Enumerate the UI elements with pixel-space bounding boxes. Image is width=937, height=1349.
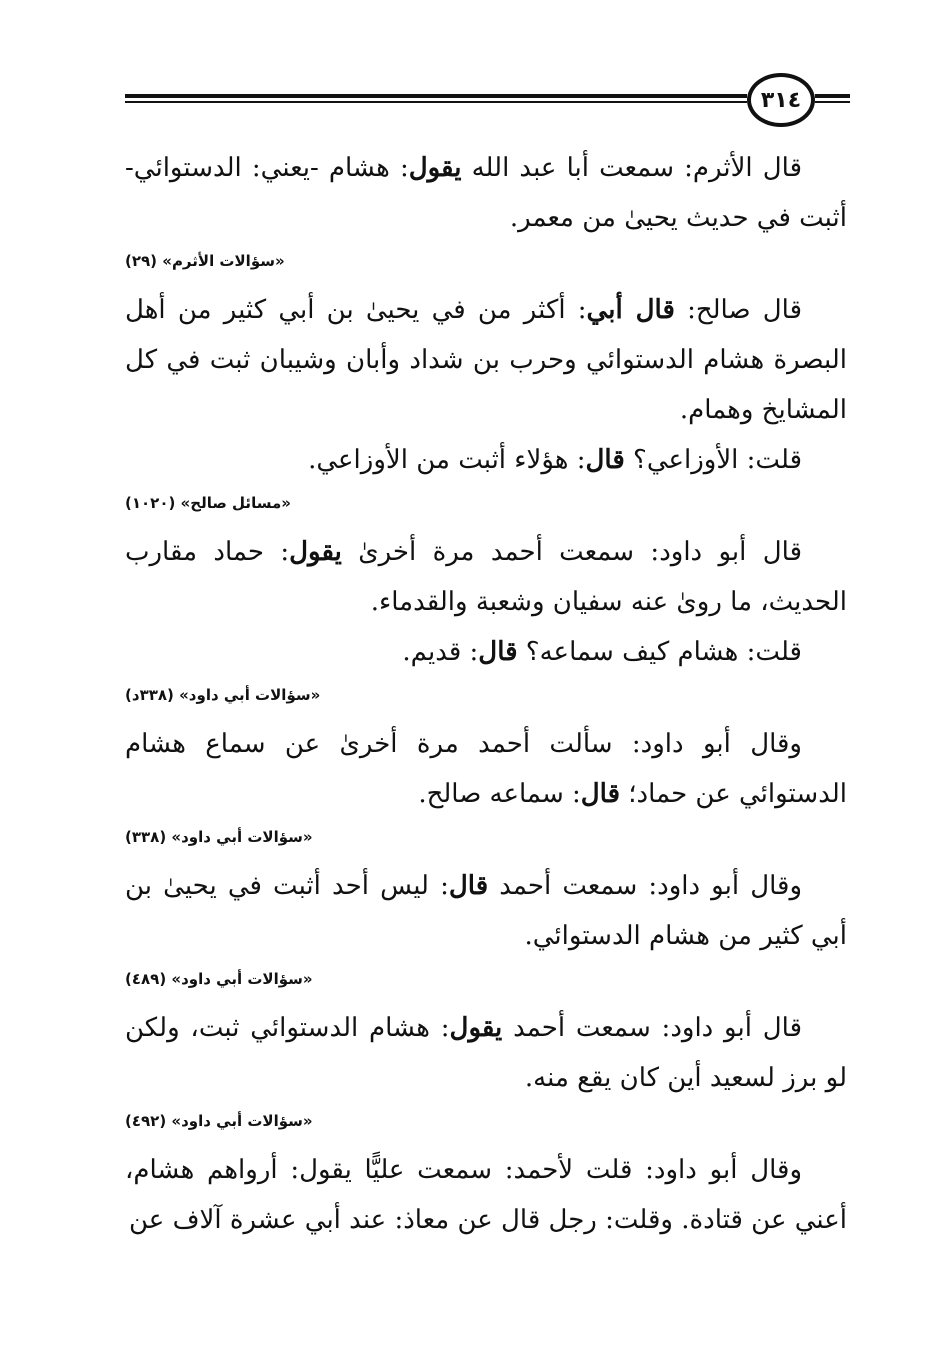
entry-2-source: «مسائل صالح» (١٠٢٠) [125,494,291,512]
header-rule-right-thick [815,94,850,98]
header-rule-right-thin [815,101,850,103]
entry-5-text: وقال أبو داود: سمعت أحمد قال: ليس أحد أثبت في يحيىٰ بن أبي كثير من هشام الدستوائي. [125,871,847,951]
entry-1-text: قال الأثرم: سمعت أبا عبد الله يقول: هشام -يعني: الدستوائي- أثبت في حديث يحيىٰ من معمر. [125,153,847,233]
entry-6-source: «سؤالات أبي داود» (٤٩٢) [125,1112,313,1130]
entry-6-text: قال أبو داود: سمعت أحمد يقول: هشام الدستوائي ثبت، ولكن لو برز لسعيد أين كان يقع منه. [125,1013,847,1093]
entry-3-text: قال أبو داود: سمعت أحمد مرة أخرىٰ يقول: حماد مقارب الحديث، ما روىٰ عنه سفيان وشعبة والقدماء. [125,537,847,617]
page-number: ٣١٤ [760,87,802,113]
entry-4-text: وقال أبو داود: سألت أحمد مرة أخرىٰ عن سماع هشام الدستوائي عن حماد؛ قال: سماعه صالح. [125,729,847,809]
entry-5-source: «سؤالات أبي داود» (٤٨٩) [125,970,313,988]
entry-3-text-2: قلت: هشام كيف سماعه؟ قال: قديم. [402,637,802,667]
page-number-badge [747,73,815,127]
header-rule-thin [125,101,747,103]
entry-2-text-2: قلت: الأوزاعي؟ قال: هؤلاء أثبت من الأوزاعي. [308,445,802,475]
page-header [125,68,850,130]
header-rule-thick [125,94,747,98]
entry-4-source: «سؤالات أبي داود» (٣٣٨) [125,828,313,846]
entry-1-source: «سؤالات الأثرم» (٢٩) [125,252,285,270]
entry-2-text: قال صالح: قال أبي: أكثر من في يحيىٰ بن أبي كثير من أهل البصرة هشام الدستوائي وحرب بن شداد وأبان وشيبان ثبت في كل المشايخ وهمام. [125,295,847,425]
entry-3-source: «سؤالات أبي داود» (٣٣٨د) [125,686,321,704]
entry-7-text: وقال أبو داود: قلت لأحمد: سمعت عليًّا يقول: أرواهم هشام، أعني عن قتادة. وقلت: رجل قال عن معاذ: عند أبي عشرة آلاف عن [125,1155,847,1235]
page-content [125,143,847,1245]
